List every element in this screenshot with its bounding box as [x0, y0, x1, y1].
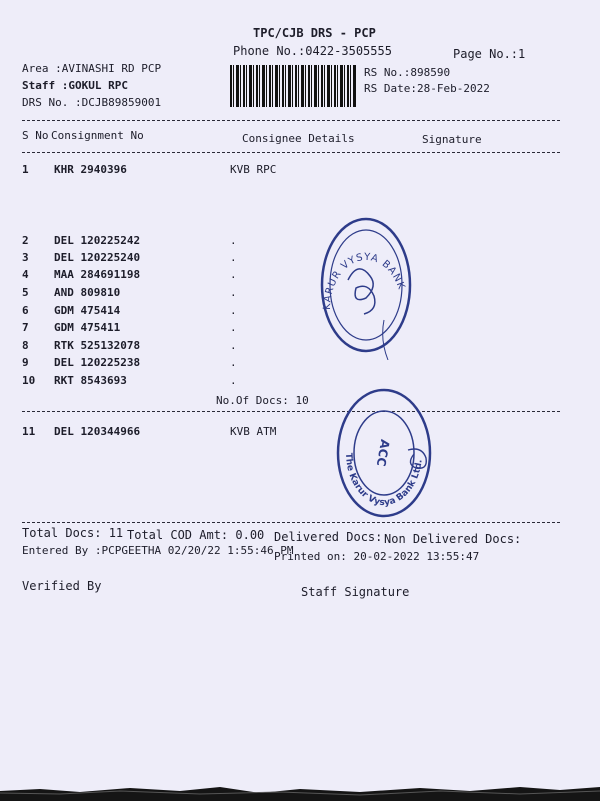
row-details: KVB RPC: [230, 163, 277, 176]
row-details: .: [230, 321, 237, 334]
divider: [22, 522, 560, 523]
staff-label: Staff :GOKUL RPC: [22, 79, 128, 92]
total-docs: Total Docs: 11: [22, 526, 124, 540]
rs-date: RS Date:28-Feb-2022: [364, 82, 490, 95]
row-sno: 9: [22, 356, 29, 369]
divider: [22, 152, 560, 153]
page-number: Page No.:1: [453, 47, 526, 61]
delivered-docs: Delivered Docs:: [274, 530, 383, 544]
verified-by-label: Verified By: [22, 579, 102, 593]
row-consignment: RTK 525132078: [54, 339, 141, 352]
stamp2-text: The Karur Vysya Bank Ltd.: [342, 452, 425, 509]
row-sno: 1: [22, 163, 29, 176]
non-delivered-docs: Non Delivered Docs:: [384, 532, 522, 546]
row-consignment: DEL 120225240: [54, 251, 141, 264]
divider: [22, 411, 560, 412]
row-sno: 3: [22, 251, 29, 264]
row-consignment: GDM 475414: [54, 304, 121, 317]
row-details: .: [230, 356, 237, 369]
row-consignment: DEL 120225238: [54, 356, 141, 369]
row-consignment: MAA 284691198: [54, 268, 141, 281]
table-row: [22, 251, 562, 266]
svg-text:KARUR VYSYA BANK: [322, 252, 407, 310]
table-row: [22, 163, 562, 178]
row-details: KVB ATM: [230, 425, 277, 438]
row-details: .: [230, 234, 237, 247]
col-sno: S No: [22, 129, 49, 142]
row-sno: 5: [22, 286, 29, 299]
row-details: .: [230, 286, 237, 299]
table-row: [22, 286, 562, 301]
bank-seal-stamp: [318, 210, 414, 360]
table-row: [22, 374, 562, 389]
row-details: .: [230, 304, 237, 317]
row-sno: 6: [22, 304, 29, 317]
torn-paper-edge: [0, 767, 600, 801]
row-details: .: [230, 374, 237, 387]
area-label: Area :AVINASHI RD PCP: [22, 62, 162, 75]
table-row: [22, 425, 562, 440]
row-sno: 11: [22, 425, 36, 438]
row-details: .: [230, 339, 237, 352]
staff-signature-label: Staff Signature: [301, 585, 410, 599]
table-row: [22, 321, 562, 336]
acc-seal-stamp: [334, 384, 444, 522]
table-row: [22, 268, 562, 283]
document-title: TPC/CJB DRS - PCP: [253, 26, 376, 40]
group-doc-count: No.Of Docs: 10: [216, 394, 309, 407]
rs-number: RS No.:898590: [364, 66, 451, 79]
stamp1-text: KARUR VYSYA BANK: [321, 251, 407, 311]
table-row: [22, 339, 562, 354]
col-signature: Signature: [422, 133, 482, 146]
table-row: [22, 304, 562, 319]
row-consignment: RKT 8543693: [54, 374, 127, 387]
barcode: [230, 65, 356, 107]
col-consignment: Consignment No: [51, 129, 144, 142]
row-sno: 2: [22, 234, 29, 247]
row-sno: 7: [22, 321, 29, 334]
stamp2-inner: ACC: [373, 438, 393, 468]
row-consignment: GDM 475411: [54, 321, 121, 334]
entered-by: Entered By :PCPGEETHA 02/20/22 1:55:46 PM: [22, 544, 294, 557]
row-sno: 8: [22, 339, 29, 352]
phone-number: Phone No.:0422-3505555: [233, 44, 392, 58]
drs-number: DRS No. :DCJB89859001: [22, 96, 162, 109]
divider: [22, 120, 560, 121]
row-details: .: [230, 251, 237, 264]
row-details: .: [230, 268, 237, 281]
table-row: [22, 234, 562, 249]
printed-on: Printed on: 20-02-2022 13:55:47: [274, 550, 480, 563]
table-row: [22, 356, 562, 371]
col-consignee: Consignee Details: [242, 132, 355, 145]
row-sno: 10: [22, 374, 36, 387]
row-consignment: DEL 120344966: [54, 425, 141, 438]
row-consignment: AND 809810: [54, 286, 121, 299]
row-consignment: DEL 120225242: [54, 234, 141, 247]
row-consignment: KHR 2940396: [54, 163, 127, 176]
total-cod: Total COD Amt: 0.00: [127, 528, 265, 542]
row-sno: 4: [22, 268, 29, 281]
